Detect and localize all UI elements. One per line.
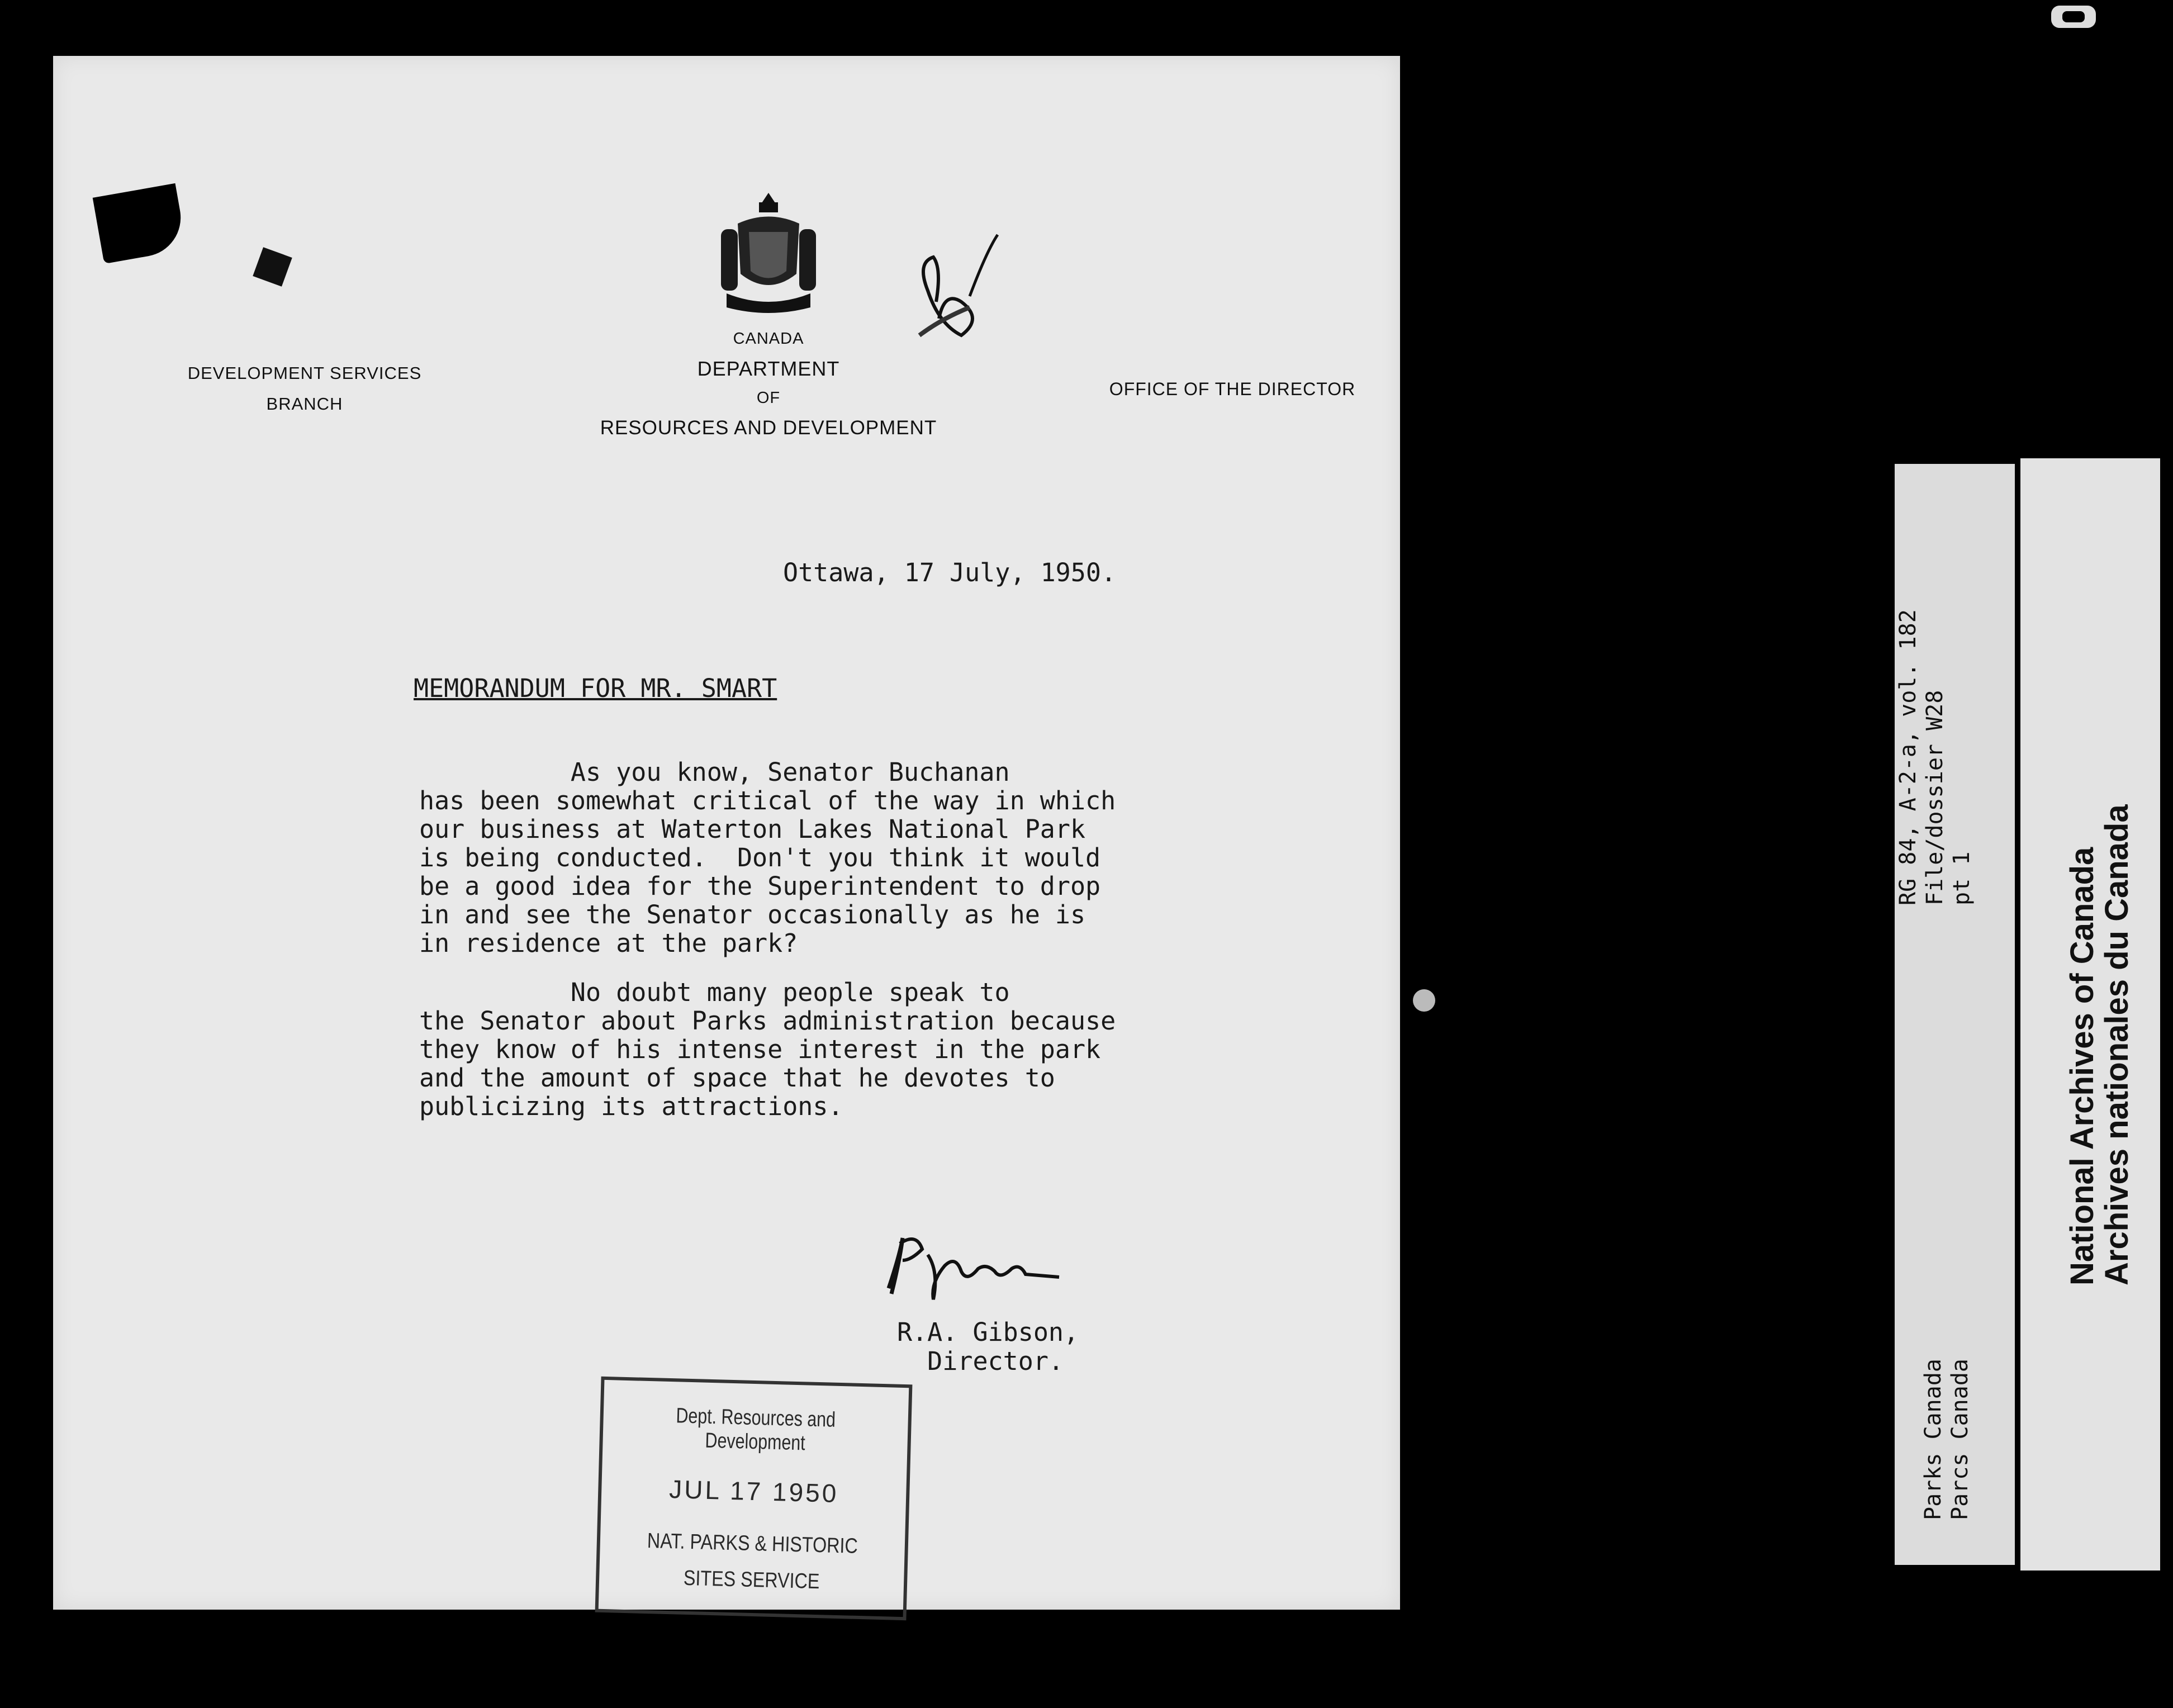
signer-block (897, 1318, 1079, 1376)
handwritten-signature (872, 1221, 1095, 1311)
branch-line-2: BRANCH (266, 394, 343, 414)
letter-paragraph-1: As you know, Senator Buchanan has been somewhat critical of the way in which our business at Waterton Lakes National Park is being conducted. Don't you think it would be a good idea for the Superintendent to drop in and see the Senator occasionally as he is in residence at the park? (419, 757, 1116, 958)
stamp-service-line-1: NAT. PARKS & HISTORIC (647, 1529, 858, 1558)
punch-hole (253, 247, 292, 286)
letter-date: Ottawa, 17 July, 1950. (783, 558, 1117, 587)
signer-name: R.A. Gibson, (897, 1317, 1079, 1347)
branch-line-1: DEVELOPMENT SERVICES (187, 363, 422, 383)
stamp-date: JUL 17 1950 (668, 1474, 839, 1508)
film-speck (1413, 989, 1435, 1012)
dept-line-name: RESOURCES AND DEVELOPMENT (600, 417, 937, 439)
letterhead-branch (159, 358, 450, 419)
received-stamp (595, 1377, 913, 1620)
canada-coat-of-arms-icon (715, 190, 822, 313)
dept-country: CANADA (733, 330, 804, 348)
handwritten-initials (903, 224, 1048, 380)
torn-corner (93, 183, 187, 264)
stamp-department: Dept. Resources and Development (675, 1404, 836, 1455)
stamp-service-line-2: SITES SERVICE (683, 1566, 820, 1594)
archive-reference: RG 84, A-2-a, vol. 182 File/dossier W28 pt 1 (1895, 609, 1975, 905)
archive-institution-label (2020, 458, 2160, 1571)
archive-agency: Parks Canada Parcs Canada (1920, 1359, 1973, 1520)
dept-line-department: DEPARTMENT (697, 357, 840, 380)
letter-paragraph-2: No doubt many people speak to the Senator about Parks administration because they know of his intense interest in the park and the amount of space that he devotes to publicizing its attractions. (419, 978, 1116, 1121)
archive-reference-label (1895, 464, 2015, 1565)
document-page (53, 56, 1400, 1610)
dept-line-of: OF (756, 389, 781, 407)
archive-institution: National Archives of Canada Archives nationales du Canada (2064, 804, 2135, 1285)
memo-title: MEMORANDUM FOR MR. SMART (414, 673, 777, 703)
signer-title: Director. (897, 1346, 1064, 1376)
microfilm-edge-mark (2040, 0, 2107, 39)
letterhead-office: OFFICE OF THE DIRECTOR (1109, 379, 1356, 399)
